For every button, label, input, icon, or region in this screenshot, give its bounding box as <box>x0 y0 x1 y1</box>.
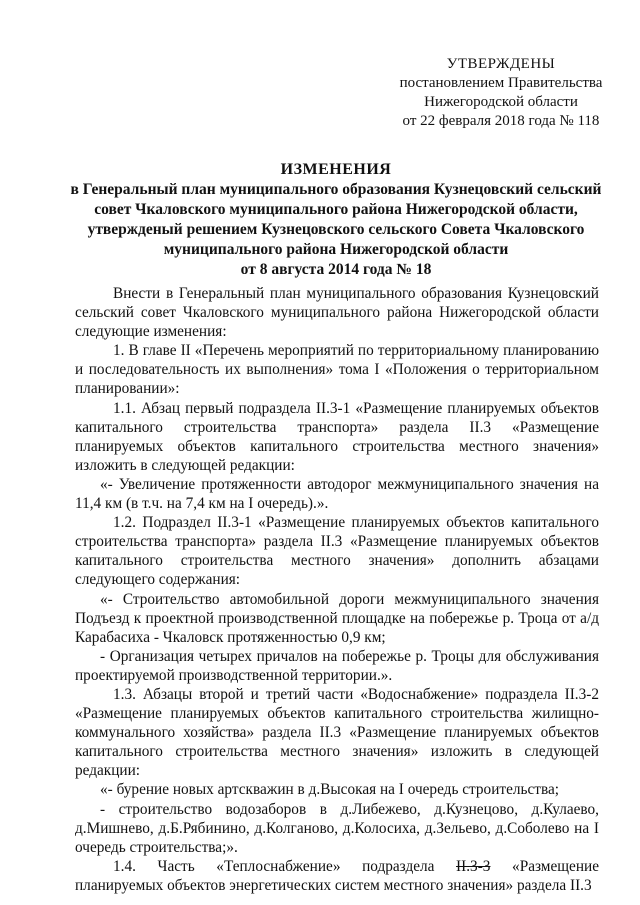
approval-authority: постановлением Правительства <box>399 75 603 91</box>
item-1: 1. В главе II «Перечень мероприятий по территориальному планированию и последовательность их выполнения» тома I «Положения о территориальном планировании»: <box>75 342 599 398</box>
item-1-4-text-a: 1.4. Часть «Теплоснабжение» подраздела <box>113 857 457 875</box>
item-1-2: 1.2. Подраздел II.3-1 «Размещение планируемых объектов капитального строительства транспорта» раздела II.3 «Размещение планируемых объектов капитального строительства местного значения» дополнить абзацами следующего содержания: <box>75 514 599 589</box>
approval-date: от 22 февраля 2018 года № 118 <box>402 113 600 129</box>
item-1-1: 1.1. Абзац первый подраздела II.3-1 «Размещение планируемых объектов капитального строительства транспорта» раздела II.3 «Размещение планируемых объектов капитального строительства местного значения» изложить в следующей редакции: <box>75 399 599 474</box>
title-line: муниципального района Нижегородской области <box>163 241 509 258</box>
title-line: в Генеральный план муниципального образования Кузнецовский сельский <box>70 181 602 198</box>
approval-region: Нижегородской области <box>424 94 578 110</box>
item-1-3: 1.3. Абзацы второй и третий части «Водоснабжение» подраздела II.3-2 «Размещение планируемых объектов капитального строительства жилищно-коммунального хозяйства» раздела II.3 «Размещение планируемых объектов капитального строительства местного значения» изложить в следующей редакции: <box>75 685 599 780</box>
title-line: совет Чкаловского муниципального района Нижегородской области, <box>94 201 578 218</box>
item-1-3-quote-1: «- бурение новых артскважин в д.Высокая на I очередь строительства; <box>100 781 560 799</box>
title-date: от 8 августа 2014 года № 18 <box>240 261 432 278</box>
title-heading: ИЗМЕНЕНИЯ <box>280 161 392 178</box>
document-title <box>52 160 620 280</box>
intro-paragraph: Внести в Генеральный план муниципального образования Кузнецовский сельский совет Чкаловского муниципального района Нижегородской области следующие изменения: <box>75 285 599 341</box>
item-1-1-quote: «- Увеличение протяженности автодорог межмуниципального значения на 11,4 км (в т.ч. на 7,4 км на I очередь).». <box>75 475 599 513</box>
approval-heading: УТВЕРЖДЕНЫ <box>446 56 556 72</box>
item-1-4-text-b: «Размещение планируемых объектов энергетических систем местного значения» раздела II.3 <box>75 857 600 894</box>
item-1-2-quote-2: - Организация четырех причалов на побережье р. Троцы для обслуживания проектируемой производственной территории.». <box>75 647 599 684</box>
title-line: утвержденый решением Кузнецовского сельского Совета Чкаловского <box>87 221 585 238</box>
document-body <box>75 284 599 895</box>
approval-stamp <box>382 55 620 131</box>
item-1-3-quote-2: - строительство водозаборов в д.Либежево, д.Кузнецово, д.Кулаево, д.Мишнево, д.Б.Рябинино, д.Колганово, д.Колосиха, д.Зельево, д.Соболево на I очередь строительства;». <box>75 800 599 856</box>
item-1-4-strikethrough: II.3-3 <box>456 857 491 875</box>
item-1-2-quote-1: «- Строительство автомобильной дороги межмуниципального значения Подъезд к проектной производственной площадке на побережье р. Троца от а/д Карабасиха - Чкаловск протяженностью 0,9 км; <box>75 590 599 646</box>
item-1-4 <box>75 857 599 895</box>
